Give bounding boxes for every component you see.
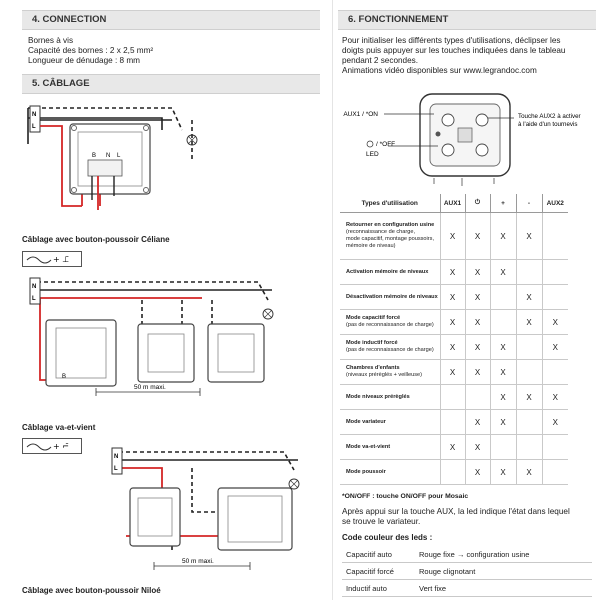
- table-row: [340, 460, 568, 485]
- led-mode: Capacitif auto: [342, 546, 415, 563]
- intro-line: Pour initialiser les différents types d'utilisations, déclipser les: [342, 36, 561, 45]
- table-cell: [542, 260, 568, 285]
- aux-note-line: se trouve le variateur.: [342, 517, 421, 526]
- wiring-diagram-celiane: [22, 100, 322, 220]
- on-off-note: *ON/OFF : touche ON/OFF pour Mosaic: [342, 493, 469, 500]
- line-label: L: [32, 124, 36, 130]
- table-cell: [516, 335, 542, 360]
- section-cablage-title: 5. CÂBLAGE: [22, 74, 320, 94]
- row-label-line: (pas de reconnaissance de charge): [346, 322, 434, 328]
- table-row: [340, 335, 568, 360]
- row-label-line: mémoire de niveau): [346, 243, 396, 249]
- table-cell: X: [490, 260, 516, 285]
- table-cell: X: [490, 410, 516, 435]
- column-header: +: [490, 194, 516, 213]
- distance-label: 50 m maxi.: [134, 384, 166, 391]
- caption-celiane: Câblage avec bouton-poussoir Céliane: [22, 235, 170, 244]
- led-label: LED: [366, 151, 379, 158]
- table-cell: X: [542, 335, 568, 360]
- wiring-diagram-va-et-vient: [22, 270, 322, 420]
- table-row: [340, 360, 568, 385]
- table-cell: X: [465, 310, 490, 335]
- table-cell: X: [440, 335, 465, 360]
- neutral-label: N: [32, 112, 37, 118]
- table-cell: X: [490, 335, 516, 360]
- right-column: [338, 0, 596, 76]
- led-code: Vert fixe: [415, 580, 592, 597]
- left-column: [22, 0, 320, 94]
- table-cell: X: [465, 360, 490, 385]
- table-cell: X: [490, 360, 516, 385]
- table-row: [340, 285, 568, 310]
- table-cell: X: [490, 385, 516, 410]
- row-label: Activation mémoire de niveaux: [340, 260, 440, 285]
- row-label-line: (pas de reconnaissance de charge): [346, 347, 434, 353]
- table-cell: X: [542, 385, 568, 410]
- row-label: [340, 360, 440, 385]
- table-cell: X: [440, 435, 465, 460]
- row-label-line: Chambres d'enfants: [346, 365, 400, 371]
- table-row: [342, 563, 592, 580]
- intro-line: pendant 2 secondes.: [342, 56, 419, 65]
- row-label: Mode variateur: [340, 410, 440, 435]
- row-label-line: Mode inductif forcé: [346, 340, 398, 346]
- line-label: L: [32, 296, 36, 302]
- connection-specs: [22, 36, 320, 66]
- row-label-line: (niveaux prérèglés + veilleuse): [346, 372, 423, 378]
- table-cell: X: [465, 460, 490, 485]
- table-row: [340, 260, 568, 285]
- column-header: Types d'utilisation: [340, 194, 440, 213]
- table-row: [342, 580, 592, 597]
- dimmer-device-illustration: [338, 88, 596, 188]
- led-code: Rouge fixe → configuration usine: [415, 546, 592, 563]
- row-label: Mode poussoir: [340, 460, 440, 485]
- table-cell: [516, 410, 542, 435]
- table-cell: [440, 410, 465, 435]
- table-cell: [490, 435, 516, 460]
- table-row: [340, 310, 568, 335]
- table-cell: X: [465, 335, 490, 360]
- distance-label: 50 m maxi.: [182, 558, 214, 565]
- table-cell: [542, 285, 568, 310]
- svg-text:+ ⊥̄: + ⊥̄: [53, 255, 70, 264]
- row-label-line: mode capacitif, montage poussoirs,: [346, 236, 434, 242]
- table-cell: X: [516, 285, 542, 310]
- row-label-line: Mode capacitif forcé: [346, 315, 401, 321]
- table-cell: [542, 460, 568, 485]
- table-cell: X: [465, 260, 490, 285]
- row-label-line: Retourner en configuration usine: [346, 222, 435, 228]
- column-header: AUX1: [440, 194, 465, 213]
- table-header-row: [340, 194, 568, 213]
- row-label: [340, 310, 440, 335]
- aux1-label: AUX1 / *ON: [343, 111, 378, 118]
- table-row: [340, 435, 568, 460]
- symbol-pushbutton-dimmer-icon: [22, 251, 82, 267]
- table-row: [340, 385, 568, 410]
- table-cell: X: [516, 310, 542, 335]
- table-cell: [490, 285, 516, 310]
- functions-table: [340, 194, 568, 485]
- intro-line: Animations vidéo disponibles sur www.legrandoc.com: [342, 66, 537, 75]
- led-code: Rouge clignotant: [415, 563, 592, 580]
- column-header: -: [516, 194, 542, 213]
- table-cell: X: [516, 213, 542, 260]
- table-cell: [465, 385, 490, 410]
- off-label: / *OFF: [376, 141, 396, 148]
- table-cell: [542, 360, 568, 385]
- aux2-note: à l'aide d'un tournevis: [518, 121, 578, 128]
- terminal-b-label: B: [92, 153, 97, 159]
- section-connection-title: 4. CONNECTION: [22, 10, 320, 30]
- table-cell: X: [465, 410, 490, 435]
- table-cell: X: [465, 213, 490, 260]
- table-cell: X: [542, 310, 568, 335]
- table-cell: X: [542, 410, 568, 435]
- column-header: AUX2: [542, 194, 568, 213]
- table-cell: [440, 460, 465, 485]
- line-label: L: [114, 466, 118, 472]
- row-label: [340, 335, 440, 360]
- caption-va-et-vient: Câblage va-et-vient: [22, 423, 96, 432]
- intro-line: doigts puis appuyer sur les touches indiquées dans le tableau: [342, 46, 566, 55]
- table-cell: [490, 310, 516, 335]
- row-label: Mode va-et-vient: [340, 435, 440, 460]
- led-code-table: [342, 546, 592, 597]
- table-cell: X: [440, 310, 465, 335]
- fonctionnement-intro: [338, 36, 596, 76]
- power-icon: ⏻: [465, 194, 490, 213]
- table-row: [342, 546, 592, 563]
- aux2-note: Touche AUX2 à activer: [518, 113, 581, 120]
- neutral-label: N: [114, 454, 119, 460]
- spec-line: Longueur de dénudage : 8 mm: [28, 56, 140, 65]
- table-cell: X: [440, 360, 465, 385]
- table-cell: X: [440, 213, 465, 260]
- terminal-l-label: L: [117, 153, 121, 159]
- table-cell: X: [440, 285, 465, 310]
- power-icon: [367, 141, 373, 147]
- terminal-n-label: N: [106, 153, 111, 159]
- table-cell: [542, 213, 568, 260]
- led-mode: Capacitif forcé: [342, 563, 415, 580]
- table-cell: [440, 385, 465, 410]
- spec-line: Bornes à vis: [28, 36, 74, 45]
- terminal-b-label: B: [62, 374, 67, 380]
- table-cell: [542, 435, 568, 460]
- led-mode: Inductif auto: [342, 580, 415, 597]
- row-label: Désactivation mémoire de niveaux: [340, 285, 440, 310]
- table-cell: X: [490, 213, 516, 260]
- row-label: Mode niveaux prérèglés: [340, 385, 440, 410]
- table-cell: X: [465, 285, 490, 310]
- row-label-line: (reconnaissance de charge,: [346, 229, 416, 235]
- table-row: [340, 213, 568, 260]
- table-cell: X: [516, 460, 542, 485]
- neutral-label: N: [32, 284, 37, 290]
- column-separator: [332, 0, 333, 600]
- aux-note: [342, 507, 594, 527]
- svg-text:+ ⌐̄: + ⌐̄: [53, 442, 69, 451]
- table-cell: [516, 360, 542, 385]
- led-code-title: Code couleur des leds :: [342, 533, 433, 542]
- wiring-diagram-niloe: [22, 440, 322, 585]
- table-cell: X: [490, 460, 516, 485]
- row-label: [340, 213, 440, 260]
- section-fonctionnement-title: 6. FONCTIONNEMENT: [338, 10, 596, 30]
- table-row: [340, 410, 568, 435]
- caption-niloe: Câblage avec bouton-poussoir Niloé: [22, 586, 161, 595]
- table-cell: X: [440, 260, 465, 285]
- table-cell: [516, 435, 542, 460]
- spec-line: Capacité des bornes : 2 x 2,5 mm²: [28, 46, 154, 55]
- table-cell: [516, 260, 542, 285]
- table-cell: X: [465, 435, 490, 460]
- aux-note-line: Après appui sur la touche AUX, la led indique l'état dans lequel: [342, 507, 570, 516]
- table-cell: X: [516, 385, 542, 410]
